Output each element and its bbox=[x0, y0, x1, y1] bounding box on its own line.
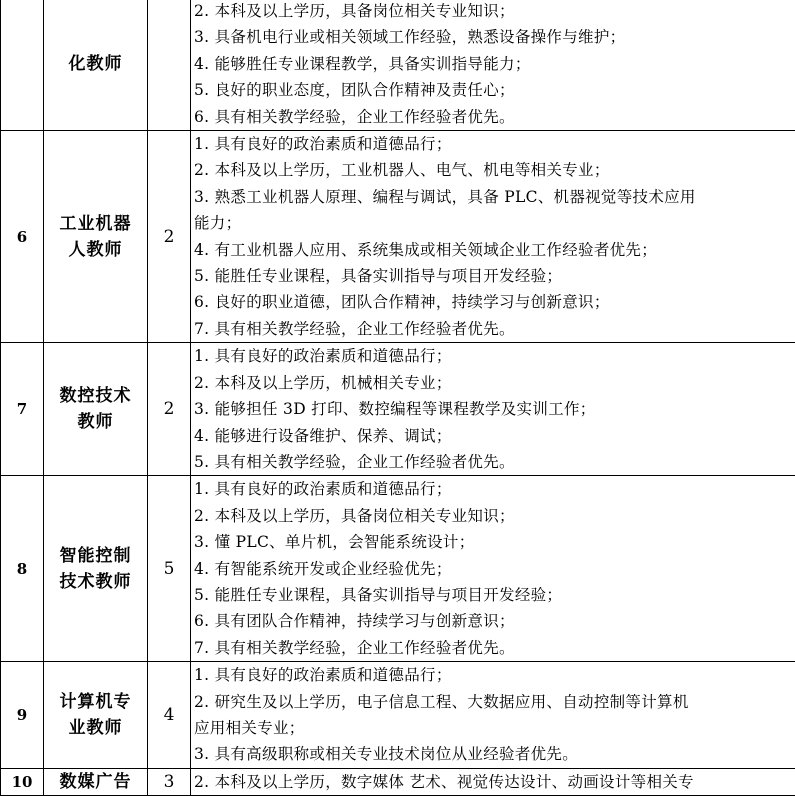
position-name-line: 人教师 bbox=[44, 237, 147, 263]
position-name-line: 智能控制 bbox=[44, 543, 147, 569]
position-name bbox=[44, 131, 148, 343]
headcount: 2 bbox=[148, 343, 191, 476]
requirements-cell bbox=[191, 343, 795, 476]
requirement-line: 1. 具有良好的政治素质和道德品行； bbox=[194, 131, 795, 157]
requirement-line: 3. 具有高级职称或相关专业技术岗位从业经验者优先。 bbox=[194, 741, 795, 767]
requirement-line: 3. 具备机电行业或相关领域工作经验，熟悉设备操作与维护； bbox=[194, 24, 795, 50]
table-body bbox=[1, 0, 795, 796]
requirement-line: 2. 本科及以上学历，数字媒体 艺术、视觉传达设计、动画设计等相关专 bbox=[194, 769, 795, 795]
row-number: 8 bbox=[1, 476, 44, 662]
position-name-line: 技术教师 bbox=[44, 569, 147, 595]
requirement-line: 5. 良好的职业态度，团队合作精神及责任心； bbox=[194, 77, 795, 103]
requirement-line: 2. 本科及以上学历，工业机器人、电气、机电等相关专业； bbox=[194, 157, 795, 183]
position-name-line: 教师 bbox=[44, 409, 147, 435]
table-row bbox=[1, 343, 795, 476]
requirement-line: 6. 良好的职业道德，团队合作精神，持续学习与创新意识； bbox=[194, 289, 795, 315]
table-row bbox=[1, 662, 795, 769]
position-name bbox=[44, 476, 148, 662]
position-name bbox=[44, 343, 148, 476]
row-number bbox=[1, 0, 44, 131]
requirement-line: 2. 本科及以上学历，机械相关专业； bbox=[194, 370, 795, 396]
requirement-line: 7. 具有相关教学经验，企业工作经验者优先。 bbox=[194, 635, 795, 661]
table-row bbox=[1, 476, 795, 662]
table-row bbox=[1, 0, 795, 131]
requirement-line: 1. 具有良好的政治素质和道德品行； bbox=[194, 476, 795, 502]
table-row bbox=[1, 131, 795, 343]
requirements-cell bbox=[191, 662, 795, 769]
position-name bbox=[44, 768, 148, 795]
headcount bbox=[148, 0, 191, 131]
requirement-line: 3. 能够担任 3D 打印、数控编程等课程教学及实训工作； bbox=[194, 396, 795, 422]
headcount: 5 bbox=[148, 476, 191, 662]
requirements-cell bbox=[191, 476, 795, 662]
requirement-line: 4. 有工业机器人应用、系统集成或相关领域企业工作经验者优先； bbox=[194, 237, 795, 263]
requirement-line: 4. 有智能系统开发或企业经验优先； bbox=[194, 556, 795, 582]
requirement-line: 5. 具有相关教学经验，企业工作经验者优先。 bbox=[194, 449, 795, 475]
requirements-cell bbox=[191, 0, 795, 131]
row-number: 6 bbox=[1, 131, 44, 343]
requirement-line: 1. 具有良好的政治素质和道德品行； bbox=[194, 343, 795, 369]
headcount: 2 bbox=[148, 131, 191, 343]
requirements-cell bbox=[191, 768, 795, 795]
row-number: 10 bbox=[1, 768, 44, 795]
requirement-line: 6. 具有团队合作精神，持续学习与创新意识； bbox=[194, 608, 795, 634]
position-name-line: 业教师 bbox=[44, 715, 147, 741]
requirement-line: 4. 能够进行设备维护、保养、调试； bbox=[194, 423, 795, 449]
row-number: 7 bbox=[1, 343, 44, 476]
position-name bbox=[44, 662, 148, 769]
requirement-line: 能力； bbox=[194, 210, 795, 236]
position-name-line: 数媒广告 bbox=[44, 769, 147, 795]
requirement-line: 4. 能够胜任专业课程教学，具备实训指导能力； bbox=[194, 51, 795, 77]
position-name-line: 化教师 bbox=[44, 51, 147, 77]
requirement-line: 5. 能胜任专业课程，具备实训指导与项目开发经验； bbox=[194, 263, 795, 289]
position-name-line: 数控技术 bbox=[44, 383, 147, 409]
headcount: 4 bbox=[148, 662, 191, 769]
position-name bbox=[44, 0, 148, 131]
headcount: 3 bbox=[148, 768, 191, 795]
requirements-cell bbox=[191, 131, 795, 343]
requirement-line: 1. 具有良好的政治素质和道德品行； bbox=[194, 662, 795, 688]
row-number: 9 bbox=[1, 662, 44, 769]
requirement-line: 5. 能胜任专业课程，具备实训指导与项目开发经验； bbox=[194, 582, 795, 608]
table-row bbox=[1, 768, 795, 795]
position-name-line: 计算机专 bbox=[44, 689, 147, 715]
requirement-line: 2. 本科及以上学历，具备岗位相关专业知识； bbox=[194, 503, 795, 529]
requirement-line: 6. 具有相关教学经验，企业工作经验者优先。 bbox=[194, 104, 795, 130]
requirement-line: 2. 研究生及以上学历，电子信息工程、大数据应用、自动控制等计算机 bbox=[194, 689, 795, 715]
requirement-line: 7. 具有相关教学经验，企业工作经验者优先。 bbox=[194, 316, 795, 342]
requirement-line: 3. 懂 PLC、单片机，会智能系统设计； bbox=[194, 529, 795, 555]
requirement-line: 3. 熟悉工业机器人原理、编程与调试，具备 PLC、机器视觉等技术应用 bbox=[194, 184, 795, 210]
requirement-line: 2. 本科及以上学历，具备岗位相关专业知识； bbox=[194, 0, 795, 24]
position-name-line: 工业机器 bbox=[44, 211, 147, 237]
requirement-line: 应用相关专业； bbox=[194, 715, 795, 741]
